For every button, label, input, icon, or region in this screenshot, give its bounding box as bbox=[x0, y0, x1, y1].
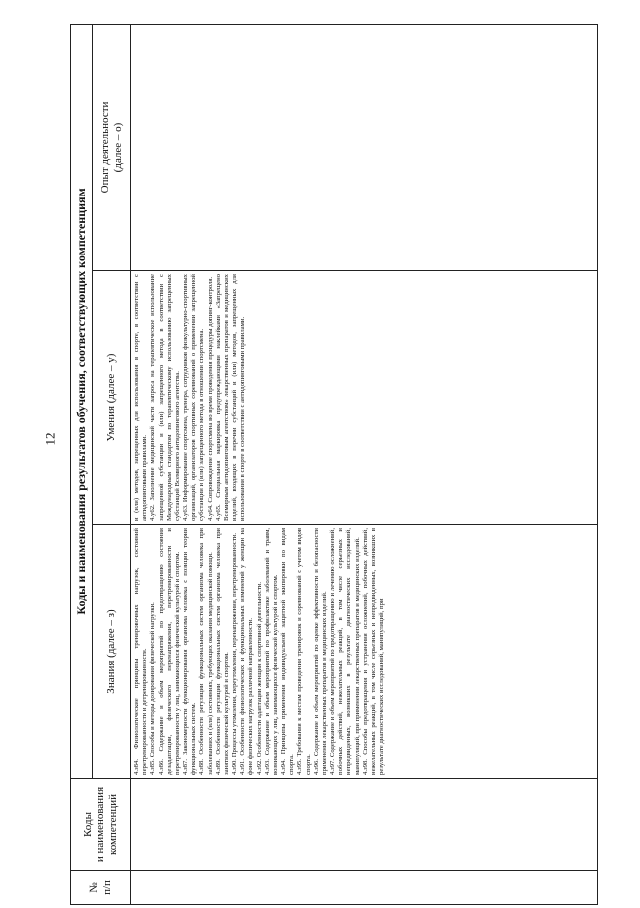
skill-item: 4.у63. Информирование спортсмена, тренера, сотрудников физкультурно-спортивных организаций, организаторов спортивных соревнований о применении запрещенной субстанции и (или) запрещенного метода в отношении спортсмена. bbox=[182, 274, 206, 521]
skill-item: и (или) методов, запрещенных для использования в спорте, в соответствии с антидопинговыми правилами. bbox=[133, 274, 149, 521]
knowledge-item: 4.з91. Особенности физиологических и функциональных изменений у женщин на фоне физических нагрузок различной направленности. bbox=[239, 528, 255, 775]
header-number: № п/п bbox=[71, 871, 131, 905]
header-skills: Умения (далее – у) bbox=[93, 271, 131, 525]
cell-knowledge bbox=[131, 525, 598, 779]
knowledge-item: 4.з90. Процессы утомления, переутомления, перенапряжения, перетренированности. bbox=[231, 533, 239, 775]
knowledge-item: 4.з92. Особенности адаптации женщин к спортивной деятельности. bbox=[255, 581, 263, 775]
competency-table bbox=[70, 24, 598, 905]
competency-table-sheet bbox=[70, 25, 598, 905]
knowledge-item: 4.з88. Особенности регуляции функциональных систем организма человека при заболеваниях и (или) состояниях, требующих оказания медицинской помощи. bbox=[198, 528, 214, 775]
knowledge-item: 4.з95. Требования к местам проведения тренировок и соревнований с учетом видов спорта. bbox=[296, 528, 312, 775]
skill-item: 4.у65. Специальная маркировка предупреждающими наклейками «Запрещено Всемирным антидопинговым агентством» лекарственных препаратов и медицинских изделий, входящих в перечни субстанций и (или) методов, запрещенных для использования в спорте в соответствии с антидопинговыми правилами. bbox=[214, 274, 247, 521]
knowledge-item: 4.з94. Принципы применения индивидуальной защитной экипировки по видам спорта. bbox=[280, 528, 296, 775]
knowledge-item: 4.з96. Содержание и объем мероприятий по оценке эффективности и безопасности применения лекарственных препаратов и медицинских изделий. bbox=[312, 528, 328, 775]
cell-codes bbox=[131, 779, 598, 871]
knowledge-item: 4.з97. Содержание и объем мероприятий по предотвращению и лечению осложнений, побочных действий, нежелательных реакций, в том числе серьезных и непредвиденных, возникших в результате диагностических исследований, манипуляций, при применении лекарственных препаратов и медицинских изделий. bbox=[329, 528, 361, 775]
skill-item: 4.у64. Сопровождение спортсмена во время проведения процедуры допинг-контроля. bbox=[206, 276, 214, 521]
header-experience: Опыт деятельности (далее – о) bbox=[93, 24, 131, 270]
knowledge-item: 4.з87. Закономерности функционирования организма человека с позиции теории функциональных систем. bbox=[182, 528, 198, 775]
header-codes: Коды и наименования компетенций bbox=[71, 779, 131, 871]
cell-number bbox=[131, 871, 598, 905]
knowledge-item: 4.з98. Способы предотвращения и устранения осложнений, побочных действий, нежелательных реакций, в том числе серьезных и непредвиденных, возникших в результате диагностических исследований, манипуляций, при bbox=[361, 528, 386, 775]
cell-skills bbox=[131, 271, 598, 525]
page-number: 12 bbox=[42, 432, 58, 446]
cell-experience bbox=[131, 24, 598, 270]
header-results: Коды и наименования результатов обучения, соответствующих компетенциям bbox=[71, 24, 93, 778]
knowledge-item: 4.з86. Содержание и объем мероприятий по предотвращению состояния дезадаптации, физического перенапряжения, перетренированности и перетренированности у лиц, занимающихся физической культурой и спортом. bbox=[157, 528, 181, 775]
knowledge-item: 4.з93. Содержание и объем мероприятий по профилактике заболеваний и травм, возникающих у лиц, занимающихся физической культурой и спортом. bbox=[263, 528, 279, 775]
knowledge-item: 4.з85. Способы и методы дозирования физической нагрузки. bbox=[149, 602, 157, 775]
knowledge-item: 4.з84. Физиологические принципы тренировочных нагрузок, состояний перетренированности и детренированности. bbox=[133, 528, 149, 775]
knowledge-item: 4.з89. Особенности регуляции функциональных систем организма человека при занятиях физической культурой и спортом. bbox=[214, 528, 230, 775]
skill-item: 4.у62. Заполнение медицинской части запроса на терапевтическое использование запрещенной субстанции и (или) запрещенного метода в соответствии с Международным стандартом по терапевтическому использованию запрещенных субстанций Всемирного антидопингового агентства. bbox=[149, 274, 181, 521]
header-knowledge: Знания (далее – з) bbox=[93, 525, 131, 779]
